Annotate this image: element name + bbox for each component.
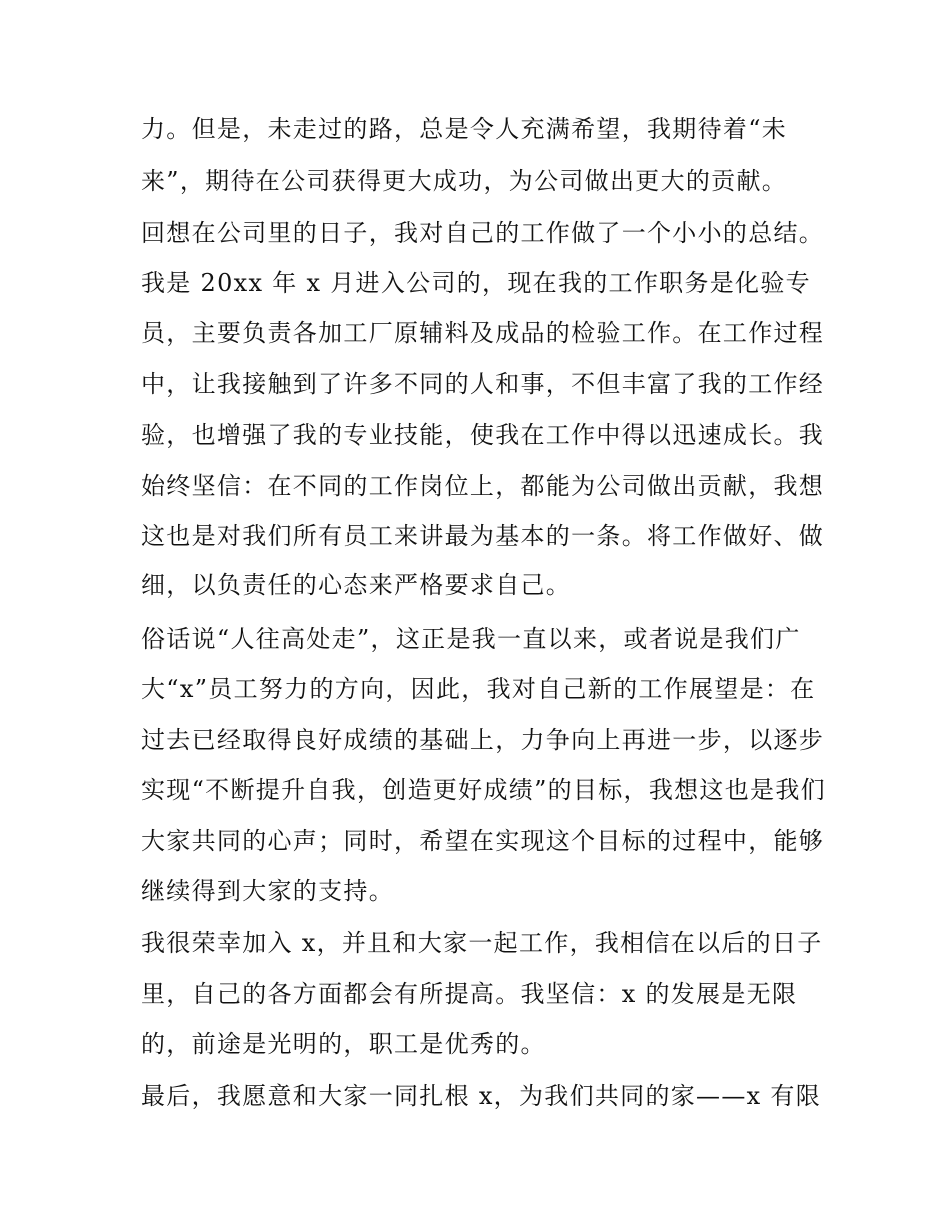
text-line: 继续得到大家的支持。	[141, 877, 394, 905]
text-line: 最后，我愿意和大家一同扎根 x，为我们共同的家——x 有限	[141, 1082, 822, 1110]
text-line: 细，以负责任的心态来严格要求自己。	[141, 571, 572, 599]
text-line: 验，也增强了我的专业技能，使我在工作中得以迅速成长。我	[141, 421, 825, 449]
text-line: 员，主要负责各加工厂原辅料及成品的检验工作。在工作过程	[141, 319, 825, 347]
text-line: 始终坚信：在不同的工作岗位上，都能为公司做出贡献，我想	[141, 472, 825, 500]
text-line: 我很荣幸加入 x，并且和大家一起工作，我相信在以后的日子	[141, 929, 823, 957]
text-line: 大“x”员工努力的方向，因此，我对自己新的工作展望是：在	[141, 675, 816, 703]
text-line: 俗话说“人往高处走”，这正是我一直以来，或者说是我们广	[141, 625, 801, 653]
text-line: 过去已经取得良好成绩的基础上，力争向上再进一步，以逐步	[141, 726, 825, 754]
text-line: 的，前途是光明的，职工是优秀的。	[141, 1030, 546, 1058]
text-line: 我是 20xx 年 x 月进入公司的，现在我的工作职务是化验专	[141, 269, 811, 297]
text-line: 这也是对我们所有员工来讲最为基本的一条。将工作做好、做	[141, 522, 825, 550]
text-line: 大家共同的心声；同时，希望在实现这个目标的过程中，能够	[141, 827, 825, 855]
text-line: 里，自己的各方面都会有所提高。我坚信：x 的发展是无限	[141, 980, 798, 1008]
text-line: 实现“不断提升自我，创造更好成绩”的目标，我想这也是我们	[141, 776, 826, 804]
text-line: 回想在公司里的日子，我对自己的工作做了一个小小的总结。	[141, 219, 825, 247]
text-line: 来”，期待在公司获得更大成功，为公司做出更大的贡献。	[141, 167, 788, 195]
text-line: 中，让我接触到了许多不同的人和事，不但丰富了我的工作经	[141, 370, 825, 398]
text-line: 力。但是，未走过的路，总是令人充满希望，我期待着“未	[141, 115, 788, 143]
